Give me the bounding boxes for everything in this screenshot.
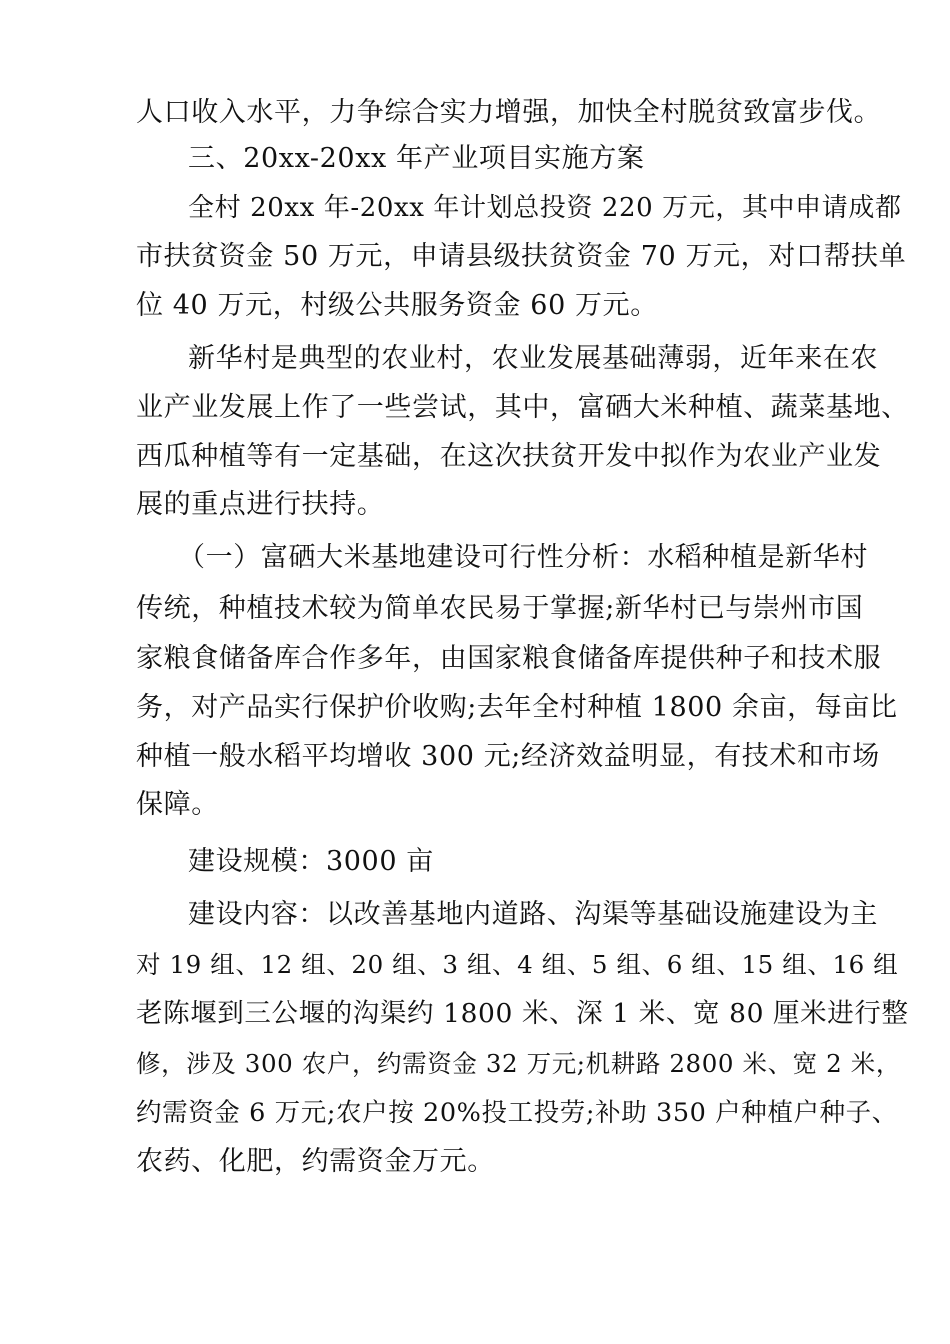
text-line: 务，对产品实行保护价收购;去年全村种植 1800 余亩，每亩比 <box>136 692 898 723</box>
text-line: 种植一般水稻平均增收 300 元;经济效益明显，有技术和市场 <box>136 741 880 772</box>
text-line: 西瓜种植等有一定基础，在这次扶贫开发中拟作为农业产业发 <box>136 441 882 472</box>
text-line: 建设内容：以改善基地内道路、沟渠等基础设施建设为主 <box>188 899 878 930</box>
text-line: 全村 20xx 年-20xx 年计划总投资 220 万元，其中申请成都 <box>188 193 902 223</box>
section-heading: 三、20xx-20xx 年产业项目实施方案 <box>188 143 645 174</box>
text-line: 业产业发展上作了一些尝试，其中，富硒大米种植、蔬菜基地、 <box>136 392 909 423</box>
text-line: 市扶贫资金 50 万元，申请县级扶贫资金 70 万元，对口帮扶单 <box>136 241 907 272</box>
text-line: 位 40 万元，村级公共服务资金 60 万元。 <box>136 290 658 321</box>
text-line: 保障。 <box>136 789 219 820</box>
subsection-heading: （一）富硒大米基地建设可行性分析：水稻种植是新华村 <box>178 542 868 573</box>
text-line: 家粮食储备库合作多年，由国家粮食储备库提供种子和技术服 <box>136 643 882 674</box>
text-line: 老陈堰到三公堰的沟渠约 1800 米、深 1 米、宽 80 厘米进行整 <box>136 998 909 1029</box>
text-line: 新华村是典型的农业村，农业发展基础薄弱，近年来在农 <box>188 343 878 374</box>
text-line: 农药、化肥，约需资金万元。 <box>136 1146 495 1177</box>
text-line: 约需资金 6 万元;农户按 20%投工投劳;补助 350 户种植户种子、 <box>136 1098 898 1128</box>
text-line: 展的重点进行扶持。 <box>136 489 385 520</box>
text-line: 传统，种植技术较为简单农民易于掌握;新华村已与崇州市国 <box>136 593 864 624</box>
text-line: 对 19 组、12 组、20 组、3 组、4 组、5 组、6 组、15 组、16 组 <box>136 950 899 979</box>
text-line: 建设规模：3000 亩 <box>188 846 434 877</box>
text-line: 人口收入水平，力争综合实力增强，加快全村脱贫致富步伐。 <box>136 97 882 128</box>
text-line: 修，涉及 300 农户，约需资金 32 万元;机耕路 2800 米、宽 2 米， <box>136 1049 901 1078</box>
